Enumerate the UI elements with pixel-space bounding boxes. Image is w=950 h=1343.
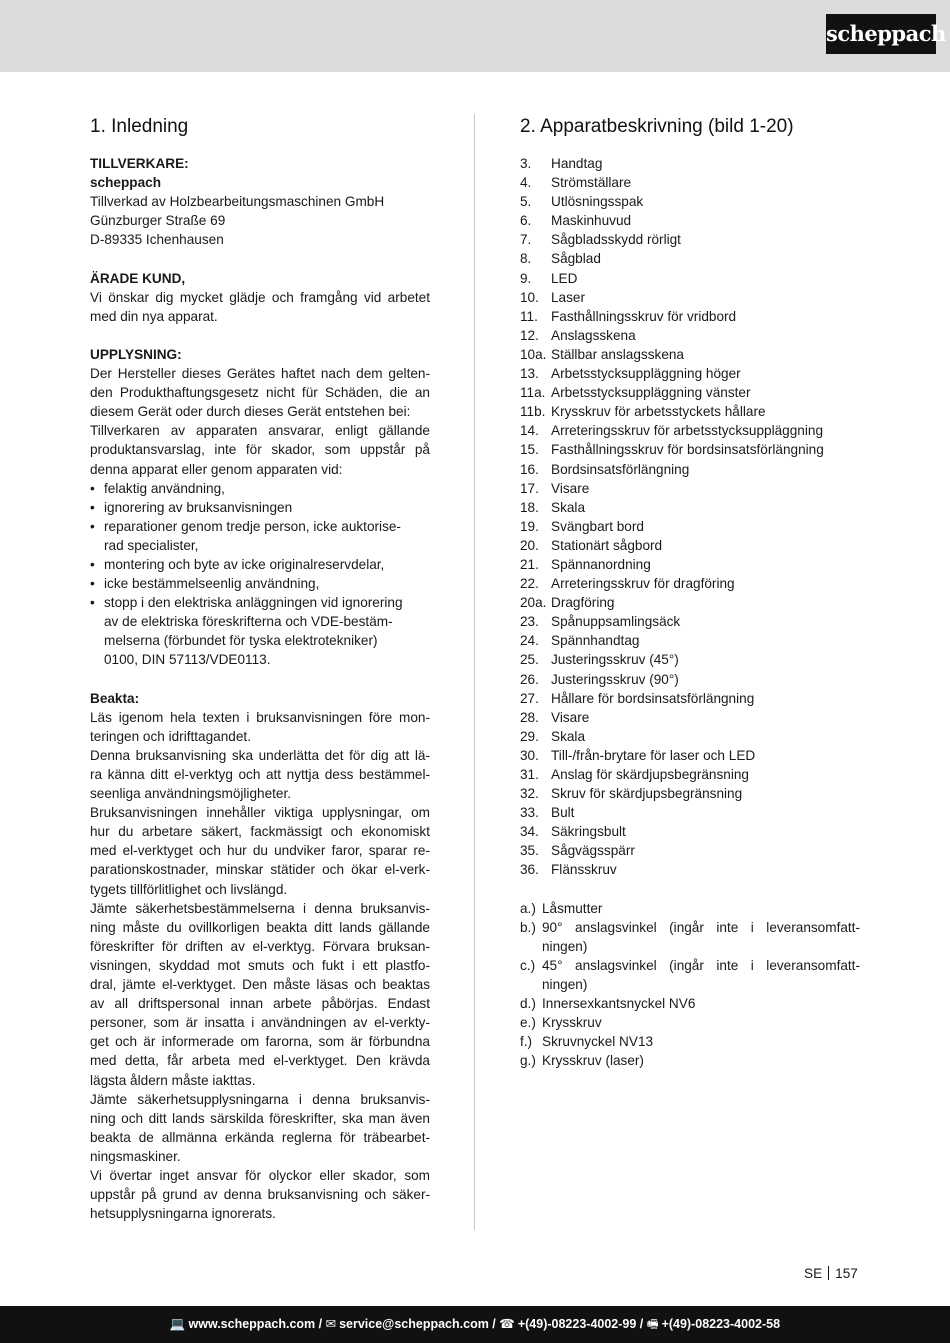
item-number: 10. [520, 289, 539, 305]
manufacturer-label: TILLVERKARE: [90, 156, 189, 171]
item-label: Strömställare [551, 175, 632, 191]
parts-list-item [520, 860, 860, 879]
parts-list-item [520, 822, 860, 841]
item-label: Sågbladsskydd rörligt [551, 232, 681, 248]
item-number: 35. [520, 843, 539, 859]
item-number: 19. [520, 518, 539, 534]
parts-list-item [520, 708, 860, 727]
parts-list-item [520, 765, 860, 784]
item-label: Justeringsskruv (45°) [551, 652, 679, 668]
item-label: 45° anslagsvinkel (ingår inte i leveransomfatt- [542, 957, 860, 973]
bullet-item-line: rad specialister, [104, 537, 199, 553]
introduction-heading: 1. Inledning [90, 116, 189, 137]
item-label: Krysskruv [542, 1015, 602, 1031]
item-label: Spännanordning [551, 556, 651, 572]
item-label: Visare [551, 709, 590, 725]
item-number: 36. [520, 862, 539, 878]
bullet-item-line: • stopp i den elektriska anläggningen vid ignorering [90, 593, 430, 612]
item-label: Fasthållningsskruv för bordsinsatsförlängning [551, 442, 824, 458]
bullet-item-line: • montering och byte av icke originalreservdelar, [90, 555, 430, 574]
header-bar [0, 0, 950, 72]
note-line: ning och ditt lands särskilda föreskrifter, ska man även [90, 1110, 430, 1126]
customer-text [90, 288, 430, 326]
item-label: Visare [551, 480, 590, 496]
note-line: Denna bruksanvisning ska underlätta det för dig att lä- [90, 747, 430, 763]
note-text [90, 708, 430, 1224]
info-line: diesem Gerät oder durch dieses Gerät entstehen bei: [90, 404, 411, 420]
note-line: beakta de allmänna erkända reglerna för träbearbet- [90, 1129, 430, 1145]
page-number-value: 157 [835, 1266, 858, 1281]
parts-list-item [520, 402, 860, 421]
parts-list-item [520, 612, 860, 631]
note-line: Läs igenom hela texten i bruksanvisningen före mon- [90, 709, 430, 725]
parts-list-item [520, 555, 860, 574]
item-letter: g.) [520, 1053, 536, 1069]
parts-list-item [520, 517, 860, 536]
parts-list-item [520, 650, 860, 669]
parts-list-item [520, 421, 860, 440]
customer-line: Vi önskar dig mycket glädje och framgång vid arbetet [90, 289, 430, 305]
item-number: 10a. [520, 346, 547, 362]
parts-list-item [520, 364, 860, 383]
parts-list-item [520, 460, 860, 479]
liability-bullet-list [90, 479, 430, 670]
scheppach-logo: scheppach [826, 14, 936, 54]
parts-list-item [520, 383, 860, 402]
address-line: D-89335 Ichenhausen [90, 232, 224, 248]
note-line: Jämte säkerhetsbestämmelserna i denna bruksanvis- [90, 900, 430, 916]
bullet-item-line: melserna (förbundet för tyska elektrotekniker) [104, 633, 378, 649]
parts-list-item [520, 803, 860, 822]
note-line: Jämte säkerhetsupplysningarna i denna bruksanvis- [90, 1091, 430, 1107]
accessory-item-continuation: ningen) [542, 977, 588, 993]
item-number: 31. [520, 767, 539, 782]
introduction-column [90, 114, 430, 1223]
bullet-item-line: • reparationer genom tredje person, icke auktorise- [90, 517, 430, 536]
note-line: lägsta åldern måste iakttas. [90, 1072, 256, 1088]
computer-icon: 💻 [169, 1317, 186, 1331]
parts-list-item [520, 670, 860, 689]
item-number: 11b. [520, 404, 546, 420]
note-line: föreskrifter för driften av el-verktyg. Förvara bruksan- [90, 938, 430, 954]
note-line: hur du arbetare säkert, fackmässigt och ekonomiskt [90, 824, 430, 840]
item-number: 3. [520, 156, 532, 171]
description-column [520, 114, 860, 1071]
parts-list-item [520, 288, 860, 307]
info-label: UPPLYSNING: [90, 346, 182, 362]
contact-footer: 💻 www.scheppach.com / ✉ service@scheppach.com / ☎ +(49)-08223-4002-99 / 🖷 +(49)-08223-4002-58 [0, 1306, 950, 1343]
info-line: Der Hersteller dieses Gerätes haftet nach dem gelten- [90, 366, 430, 382]
item-number: 4. [520, 175, 532, 191]
parts-list-item [520, 593, 860, 612]
parts-list-item [520, 269, 860, 288]
accessory-item [520, 899, 860, 918]
item-number: 26. [520, 671, 539, 687]
accessory-item [520, 1051, 860, 1070]
parts-list-item [520, 192, 860, 211]
accessories-list [520, 899, 860, 1071]
item-number: 28. [520, 709, 539, 725]
info-text [90, 364, 430, 479]
item-label: Laser [551, 289, 586, 305]
item-label: Krysskruv (laser) [542, 1053, 644, 1069]
bullet-item-line: • icke bestämmelseenlig användning, [90, 574, 430, 593]
item-label: Skala [551, 499, 586, 515]
item-label: Låsmutter [542, 900, 603, 916]
item-number: 25. [520, 652, 539, 668]
item-label: Stationärt sågbord [551, 537, 663, 553]
language-code: SE [804, 1266, 823, 1281]
note-line: ra känna ditt el-verktyg och att nyttja dess bestämmel- [90, 767, 430, 782]
address-line: Tillverkad av Holzbearbeitungsmaschinen GmbH [90, 194, 385, 210]
bullet-item-line: 0100, DIN 57113/VDE0113. [104, 652, 271, 668]
item-label: Säkringsbult [551, 824, 626, 840]
note-line: personer, som är insatta i användningen av el-verkty- [90, 1015, 430, 1031]
item-label: Justeringsskruv (90°) [551, 671, 679, 687]
item-label: Anslagsskena [551, 327, 636, 343]
item-number: 16. [520, 461, 539, 477]
parts-list-item [520, 727, 860, 746]
parts-list-item [520, 211, 860, 230]
item-number: 6. [520, 213, 532, 229]
item-number: 23. [520, 614, 539, 630]
note-line: dral, jämte el-verktyget. Den måste läsas och beaktas [90, 977, 430, 993]
info-line: produktansvarslag, inte för skador, som uppstår på [90, 442, 430, 458]
item-label: Fasthållningsskruv för vridbord [551, 308, 737, 324]
customer-line: med din nya apparat. [90, 308, 218, 324]
item-label: Spännhandtag [551, 633, 640, 649]
info-line: Tillverkaren av apparaten ansvarar, enligt gällande [90, 423, 430, 439]
item-label: Krysskruv för arbetsstyckets hållare [551, 404, 766, 420]
parts-list-item [520, 440, 860, 459]
item-number: 14. [520, 423, 539, 439]
bullet-item-line: av de elektriska föreskrifterna och VDE-bestäm- [104, 614, 393, 630]
parts-list-item [520, 498, 860, 517]
email-link[interactable]: service@scheppach.com [339, 1317, 489, 1331]
item-letter: d.) [520, 996, 536, 1012]
parts-list-item [520, 307, 860, 326]
info-line: den Produkthaftungsgesetz nicht für Schäden, die an [90, 385, 430, 401]
item-label: Handtag [551, 156, 603, 171]
fax-number: +(49)-08223-4002-58 [661, 1317, 781, 1331]
note-line: seenliga användningsmöjligheter. [90, 786, 292, 802]
item-label: 90° anslagsvinkel (ingår inte i leveransomfatt- [542, 919, 860, 935]
item-letter: b.) [520, 919, 536, 935]
item-number: 34. [520, 824, 539, 840]
item-number: 24. [520, 633, 539, 649]
item-number: 13. [520, 366, 539, 382]
accessory-item [520, 918, 860, 937]
bullet-item-line: • ignorering av bruksanvisningen [90, 498, 430, 517]
note-line: med el-verktyget och hur du undviker faror, sparar re- [90, 843, 430, 859]
item-label: Skruvnyckel NV13 [542, 1034, 654, 1050]
item-label: Arreteringsskruv för arbetsstycksuppläggning [551, 423, 824, 439]
page-number [804, 1265, 858, 1283]
note-line: ning måste du ovillkorligen beakta ditt lands gällande [90, 919, 430, 935]
info-line: denna apparat eller genom apparaten vid: [90, 461, 343, 477]
item-number: 29. [520, 728, 539, 744]
note-line: uppstår på grund av denna bruksanvisning och säker- [90, 1187, 430, 1203]
item-label: Arbetsstycksuppläggning höger [551, 366, 741, 382]
note-line: tygets tillförlitlighet och livslängd. [90, 881, 288, 897]
parts-list-item [520, 173, 860, 192]
item-number: 21. [520, 556, 539, 572]
item-number: 7. [520, 232, 532, 248]
page-separator [828, 1266, 829, 1280]
item-number: 30. [520, 747, 539, 763]
note-line: Vi övertar inget ansvar för olyckor eller skador, som [90, 1167, 430, 1183]
parts-list-item [520, 249, 860, 268]
item-number: 11a. [520, 385, 546, 401]
column-divider [474, 114, 475, 1230]
note-line: med detta, får arbeta med el-verktyget. Den krävda [90, 1053, 430, 1069]
item-number: 11. [520, 308, 538, 324]
note-line: parationskostnader, minskar stätider och ökar el-verk- [90, 862, 430, 878]
note-line: visningen, skyddad mot smuts och fukt i ett plastfo- [90, 957, 430, 973]
item-label: Arreteringsskruv för dragföring [551, 576, 735, 592]
address-line: Günzburger Straße 69 [90, 213, 226, 229]
description-heading: 2. Apparatbeskrivning (bild 1-20) [520, 116, 794, 137]
item-label: Bordsinsatsförlängning [551, 461, 690, 477]
note-line: Bruksanvisningen innehåller viktiga upplysningar, om [90, 805, 430, 821]
item-label: Hållare för bordsinsatsförlängning [551, 690, 755, 706]
item-label: Till-/från-brytare för laser och LED [551, 747, 756, 763]
phone-number: +(49)-08223-4002-99 [517, 1317, 637, 1331]
parts-list-item [520, 784, 860, 803]
item-number: 22. [520, 576, 539, 592]
note-line: av all driftspersonal innan arbete påbörjas. Endast [90, 996, 430, 1012]
item-label: Dragföring [551, 595, 615, 611]
item-number: 9. [520, 270, 532, 286]
accessory-item [520, 994, 860, 1013]
item-label: Arbetsstycksuppläggning vänster [551, 385, 751, 401]
item-label: Sågblad [551, 251, 601, 267]
item-number: 20a. [520, 595, 547, 611]
item-number: 33. [520, 805, 539, 821]
parts-list-item [520, 746, 860, 765]
item-number: 17. [520, 480, 539, 496]
envelope-icon: ✉ [325, 1317, 337, 1331]
item-label: Anslag för skärdjupsbegränsning [551, 767, 749, 782]
fax-icon: 🖷 [646, 1317, 659, 1331]
item-number: 27. [520, 690, 539, 706]
item-label: Innersexkantsnyckel NV6 [542, 996, 696, 1012]
item-letter: c.) [520, 957, 536, 973]
item-letter: f.) [520, 1034, 533, 1050]
item-label: LED [551, 270, 578, 286]
website-link[interactable]: www.scheppach.com [188, 1317, 316, 1331]
accessory-item [520, 1013, 860, 1032]
item-number: 32. [520, 786, 539, 802]
item-number: 12. [520, 327, 539, 343]
phone-icon: ☎ [499, 1317, 515, 1331]
item-label: Sågvägsspärr [551, 843, 635, 859]
manufacturer-address [90, 173, 430, 249]
parts-list-item [520, 154, 860, 173]
item-label: Skruv för skärdjupsbegränsning [551, 786, 743, 802]
parts-list-item [520, 230, 860, 249]
item-number: 5. [520, 194, 532, 210]
customer-label: ÄRADE KUND, [90, 270, 186, 286]
accessory-item [520, 1032, 860, 1051]
item-label: Bult [551, 805, 575, 821]
parts-list-item [520, 536, 860, 555]
item-number: 15. [520, 442, 539, 458]
parts-list-item [520, 326, 860, 345]
item-label: Skala [551, 728, 586, 744]
parts-list-item [520, 574, 860, 593]
item-label: Ställbar anslagsskena [551, 346, 684, 362]
note-line: ningsmaskiner. [90, 1148, 181, 1164]
item-label: Spånuppsamlingsäck [551, 614, 681, 630]
item-label: Flänsskruv [551, 862, 617, 878]
item-label: Utlösningsspak [551, 194, 644, 210]
parts-list-item [520, 345, 860, 364]
accessory-item-continuation: ningen) [542, 938, 588, 954]
item-letter: e.) [520, 1015, 536, 1031]
item-number: 8. [520, 251, 532, 267]
note-line: teringen och idrifttagandet. [90, 728, 251, 744]
item-label: Svängbart bord [551, 518, 644, 534]
parts-list-item [520, 631, 860, 650]
parts-list-item [520, 841, 860, 860]
bullet-item-line: • felaktig användning, [90, 479, 430, 498]
item-label: Maskinhuvud [551, 213, 632, 229]
item-letter: a.) [520, 900, 536, 916]
address-line: scheppach [90, 175, 162, 191]
accessory-item [520, 956, 860, 975]
item-number: 18. [520, 499, 539, 515]
parts-list-item [520, 689, 860, 708]
parts-list-item [520, 479, 860, 498]
note-label: Beakta: [90, 690, 140, 706]
parts-list [520, 154, 860, 880]
note-line: hetsupplysningarna ignorerats. [90, 1206, 276, 1222]
note-line: get och är informerade om farorna, som är förbundna [90, 1034, 430, 1050]
item-number: 20. [520, 537, 539, 553]
